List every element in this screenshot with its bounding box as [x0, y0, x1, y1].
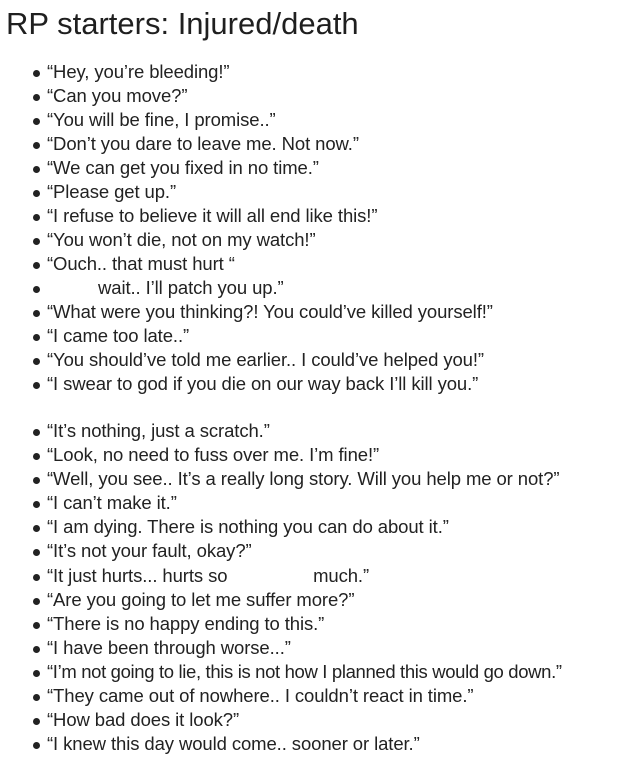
list-item	[0, 708, 639, 732]
list-item	[0, 324, 639, 348]
list-item	[0, 515, 639, 539]
list-item	[0, 84, 639, 108]
list-item	[0, 180, 639, 204]
bullet-icon	[33, 598, 40, 605]
bullet-icon	[33, 718, 40, 725]
list-item	[0, 612, 639, 636]
list-item	[0, 372, 639, 396]
bullet-icon	[33, 70, 40, 77]
list-item-text: “You won’t die, not on my watch!”	[47, 229, 316, 250]
bullet-icon	[33, 429, 40, 436]
list-item-text: “There is no happy ending to this.”	[47, 613, 325, 634]
list-item-text: “It’s nothing, just a scratch.”	[47, 420, 270, 441]
list-item	[0, 467, 639, 491]
bullet-icon	[33, 742, 40, 749]
bullet-icon	[33, 453, 40, 460]
bullet-icon	[33, 190, 40, 197]
bullet-icon	[33, 166, 40, 173]
list-item-text: “I knew this day would come.. sooner or later.”	[47, 733, 420, 754]
list-item-text: “Please get up.”	[47, 181, 177, 202]
bullet-icon	[33, 694, 40, 701]
list-item-text: “Can you move?”	[47, 85, 188, 106]
list-item	[0, 60, 639, 84]
list-item-text: wait.. I’ll patch you up.”	[98, 277, 284, 298]
list-item-text: “I’m not going to lie, this is not how I planned this would go down.”	[47, 661, 562, 682]
list-item-text: “Are you going to let me suffer more?”	[47, 589, 355, 610]
page-title: RP starters: Injured/death	[6, 6, 359, 41]
bullet-icon	[33, 574, 40, 581]
list-item	[0, 564, 639, 588]
list-item-text: “What were you thinking?! You could’ve killed yourself!”	[47, 301, 493, 322]
list-item-text: “Don’t you dare to leave me. Not now.”	[47, 133, 359, 154]
bullet-icon	[33, 118, 40, 125]
list-item-text: “I refuse to believe it will all end like this!”	[47, 205, 378, 226]
bullet-icon	[33, 358, 40, 365]
list-item-text: “How bad does it look?”	[47, 709, 240, 730]
list-item	[0, 276, 639, 300]
list-item-text: “Ouch.. that must hurt “	[47, 253, 235, 274]
list-item	[0, 684, 639, 708]
list-item-text: “You will be fine, I promise..”	[47, 109, 276, 130]
list-item	[0, 252, 639, 276]
list-item	[0, 539, 639, 563]
list-item-text: “They came out of nowhere.. I couldn’t react in time.”	[47, 685, 474, 706]
list-item-text: “It just hurts... hurts so much.”	[47, 565, 370, 586]
list-item	[0, 491, 639, 515]
list-item-text: “I have been through worse...”	[47, 637, 291, 658]
list-item	[0, 204, 639, 228]
list-item-text: “I came too late..”	[47, 325, 190, 346]
bullet-icon	[33, 549, 40, 556]
list-item	[0, 636, 639, 660]
bullet-icon	[33, 94, 40, 101]
bullet-icon	[33, 382, 40, 389]
bullet-icon	[33, 525, 40, 532]
list-item	[0, 348, 639, 372]
bullet-icon	[33, 310, 40, 317]
list-item	[0, 132, 639, 156]
list-item	[0, 660, 639, 684]
bullet-icon	[33, 142, 40, 149]
bullet-icon	[33, 670, 40, 677]
bullet-icon	[33, 646, 40, 653]
bullet-icon	[33, 214, 40, 221]
list-item	[0, 443, 639, 467]
list-item	[0, 419, 639, 443]
list-item	[0, 108, 639, 132]
list-item	[0, 300, 639, 324]
list-item	[0, 228, 639, 252]
bullet-icon	[33, 262, 40, 269]
list-item-text: “Well, you see.. It’s a really long story. Will you help me or not?”	[47, 468, 560, 489]
list-item-text: “I am dying. There is nothing you can do about it.”	[47, 516, 449, 537]
list-item	[0, 156, 639, 180]
bullet-icon	[33, 501, 40, 508]
bullet-icon	[33, 622, 40, 629]
list-item-text: “It’s not your fault, okay?”	[47, 540, 252, 561]
list-item-text: “I can’t make it.”	[47, 492, 177, 513]
list-item	[0, 588, 639, 612]
bullet-icon	[33, 286, 40, 293]
bullet-icon	[33, 477, 40, 484]
list-item-text: “I swear to god if you die on our way back I’ll kill you.”	[47, 373, 479, 394]
list-item-text: “You should’ve told me earlier.. I could’ve helped you!”	[47, 349, 484, 370]
bullet-icon	[33, 238, 40, 245]
list-item	[0, 732, 639, 756]
list-item-text: “Hey, you’re bleeding!”	[47, 61, 230, 82]
list-item-text: “Look, no need to fuss over me. I’m fine!”	[47, 444, 380, 465]
bullet-icon	[33, 334, 40, 341]
list-item-text: “We can get you fixed in no time.”	[47, 157, 319, 178]
